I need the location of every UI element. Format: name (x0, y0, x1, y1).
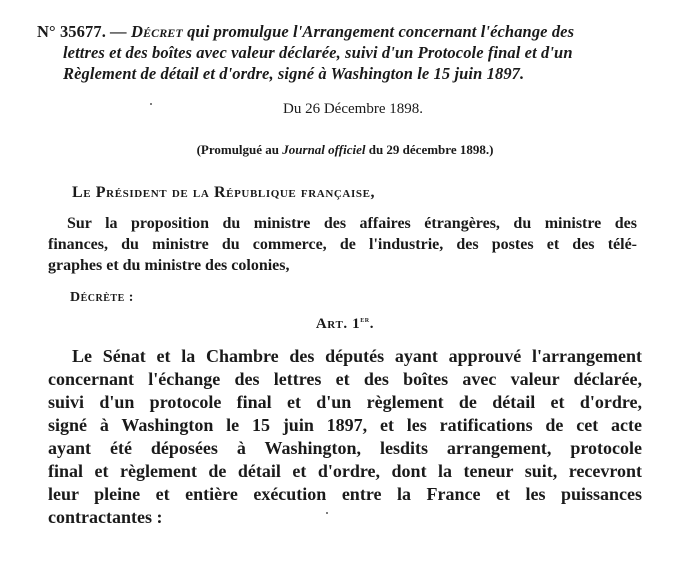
decree-title-line-2: lettres et des boîtes avec valeur déclarée, suivi d'un Protocole final et d'un (63, 43, 573, 62)
article-heading (0, 315, 690, 332)
article-sup: er (360, 314, 370, 324)
body-line-8: contractantes : (48, 507, 163, 527)
promulgation-close: du 29 décembre 1898.) (365, 142, 494, 157)
proposal-line-2: finances, du ministre du commerce, de l'industrie, des postes et des télé- (48, 236, 637, 253)
body-line-2: concernant l'échange des lettres et des boîtes avec valeur déclarée, (48, 369, 642, 389)
decree-title-text-1: qui promulgue l'Arrangement concernant l'échange des (182, 22, 575, 41)
body-line-4: signé à Washington le 15 juin 1897, et les ratifications de cet acte (48, 415, 642, 435)
president-heading: Le Président de la République française, (72, 184, 376, 201)
body-line-7: leur pleine et entière exécution entre la France et les puissances (48, 484, 642, 504)
promulgation-open: (Promulgué au (196, 142, 283, 157)
body-line-6: final et règlement de détail et d'ordre, dont la teneur suit, recevront (48, 461, 642, 481)
proposal-line-1: Sur la proposition du ministre des affaires étrangères, du ministre des (67, 215, 637, 232)
decrete-heading: Décrète : (70, 290, 134, 305)
body-line-5: ayant été déposées à Washington, lesdits arrangement, protocole (48, 438, 642, 458)
journal-officiel: Journal officiel (282, 142, 366, 157)
decree-title-line-1 (37, 24, 574, 41)
decree-number: N° 35677. (37, 22, 106, 41)
decret-word: Décret (130, 22, 183, 41)
body-line-3: suivi d'un protocole final et d'un règlement de détail et d'ordre, (48, 392, 642, 412)
article-dot: . (369, 316, 375, 332)
proposal-line-3: graphes et du ministre des colonies, (48, 257, 290, 274)
decree-date: Du 26 Décembre 1898. (283, 101, 423, 117)
promulgation-note (0, 143, 690, 156)
decree-title-line-3: Règlement de détail et d'ordre, signé à Washington le 15 juin 1897. (63, 64, 525, 83)
decree-dash: — (105, 22, 131, 41)
ink-speck (326, 512, 328, 514)
body-line-1: Le Sénat et la Chambre des députés ayant approuvé l'arrangement (72, 346, 642, 366)
article-label: Art. 1 (315, 316, 361, 332)
